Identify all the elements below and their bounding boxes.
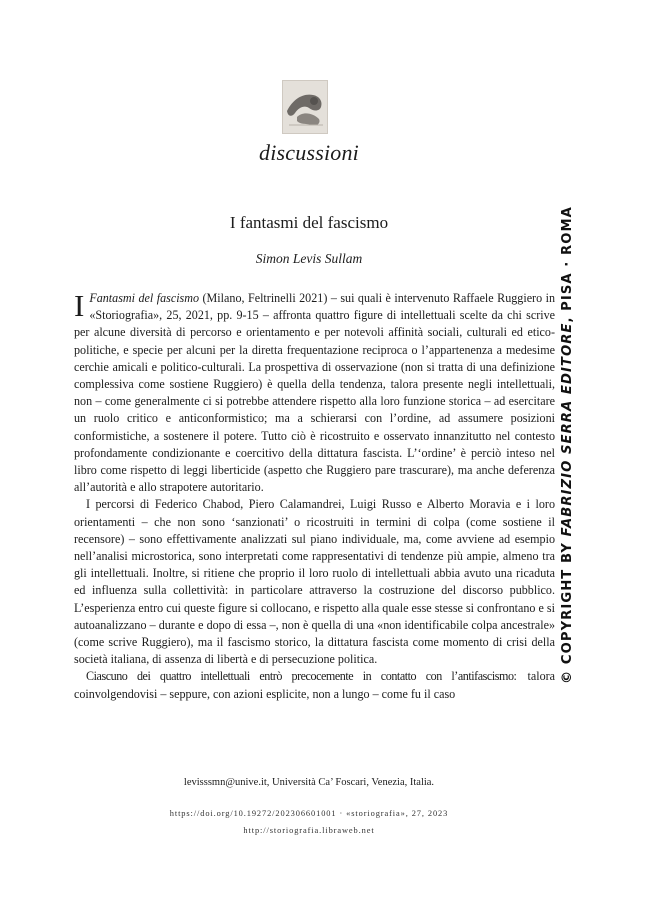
- fresco-emblem-icon: [282, 80, 328, 134]
- article-author: Simon Levis Sullam: [255, 251, 363, 266]
- book-title: Fantasmi del fascismo: [89, 291, 200, 305]
- paragraph-1-text: (Milano, Feltrinelli 2021) – sui quali è intervenuto Raffaele Ruggiero in «Storiografia», 25, 2021, pp. 9-15 – affronta quattro figure di intellettuali scelte da chi scrive per alcune diversità di percorso e orientamento e per notevoli affinità sociali, culturali ed etico-politiche, e specie per alcuni per la diretta frequentazione reciproca o l’appartenenza a medesime cerchie amicali e politico-culturali. La prospettiva di osservazione (non si tratta di una definizione complessiva come sostiene Ruggiero) è quella della tendenza, talora presente negli intellettuali, non – come generalmente ci si potrebbe attendere rispetto alla loro funzione storica – ad esercitare un ruolo critico e anticonformistico; ma a schierarsi con l’ordine, ad assumere posizioni conformistiche, a sostenere il potere. Tutto ciò è ricostruito e osservato innanzitutto nel contesto profondamente condizionante e coercitivo della dittatura fascista. L’‘ordine’ è perciò inteso nel libro come rispetto di leggi liberticide (aspetto che Ruggiero pare trascurare), ma anche deferenza all’autorità e allo strapotere autoritario.: [74, 291, 556, 495]
- doi-line: https://doi.org/10.19272/202306601001 · «storiografia», 27, 2023: [169, 809, 449, 818]
- paragraph-2: I percorsi di Federico Chabod, Piero Calamandrei, Luigi Russo e Alberto Moravia e i loro orientamenti – che non sono ‘sanzionati’ o ricostruiti in termini di colpa (come sostiene il recensore) – sono effettivamente analizzati sul piano individuale, ma, come avviene ad esempio nell’analisi microstorica, sono interpretati come rappresentativi di tendenze più ampie, almeno tra gli intellettuali. Inoltre, si ritiene che proprio il loro ruolo di intellettuali abbia avuto una ricaduta ed influenza sulla collettività: in particolare attraverso la costruzione del discorso pubblico. L’esperienza entro cui queste figure si collocano, e rispetto alla quale esse stesse si confrontano e si autoanalizzano – durante e dopo di essa –, non è quella di una «non identificabile colpa ancestrale» (come scrive Ruggiero), ma il fascismo storico, la dittatura fascista come momento di crisi della società italiana, di assenza di libertà e di persecuzione politica.: [74, 497, 555, 667]
- section-label: discussioni: [259, 140, 359, 165]
- paragraph-3: [74, 668, 555, 702]
- copyright-notice: [560, 206, 575, 684]
- article-body: [74, 290, 555, 703]
- article-title: I fantasmi del fascismo: [229, 213, 389, 232]
- drop-cap: I: [74, 288, 85, 323]
- author-contact: levisssmn@unive.it, Università Ca’ Foscari, Venezia, Italia.: [183, 777, 435, 788]
- paragraph-1: [74, 290, 555, 496]
- paragraph-3-text: talora coinvolgendovisi – seppure, con azioni esplicite, non a lungo – come fu il caso: [74, 669, 556, 701]
- copyright-prefix: © COPYRIGHT BY: [560, 536, 575, 684]
- paragraph-3-lead: Ciascuno dei quattro intellettuali entrò precocemente in contatto con l’antifascismo:: [86, 669, 517, 684]
- publisher-name: FABRIZIO SERRA EDITORE: [560, 322, 575, 537]
- copyright-suffix: , PISA · ROMA: [560, 206, 575, 323]
- journal-website: http://storiografia.libraweb.net: [243, 826, 375, 835]
